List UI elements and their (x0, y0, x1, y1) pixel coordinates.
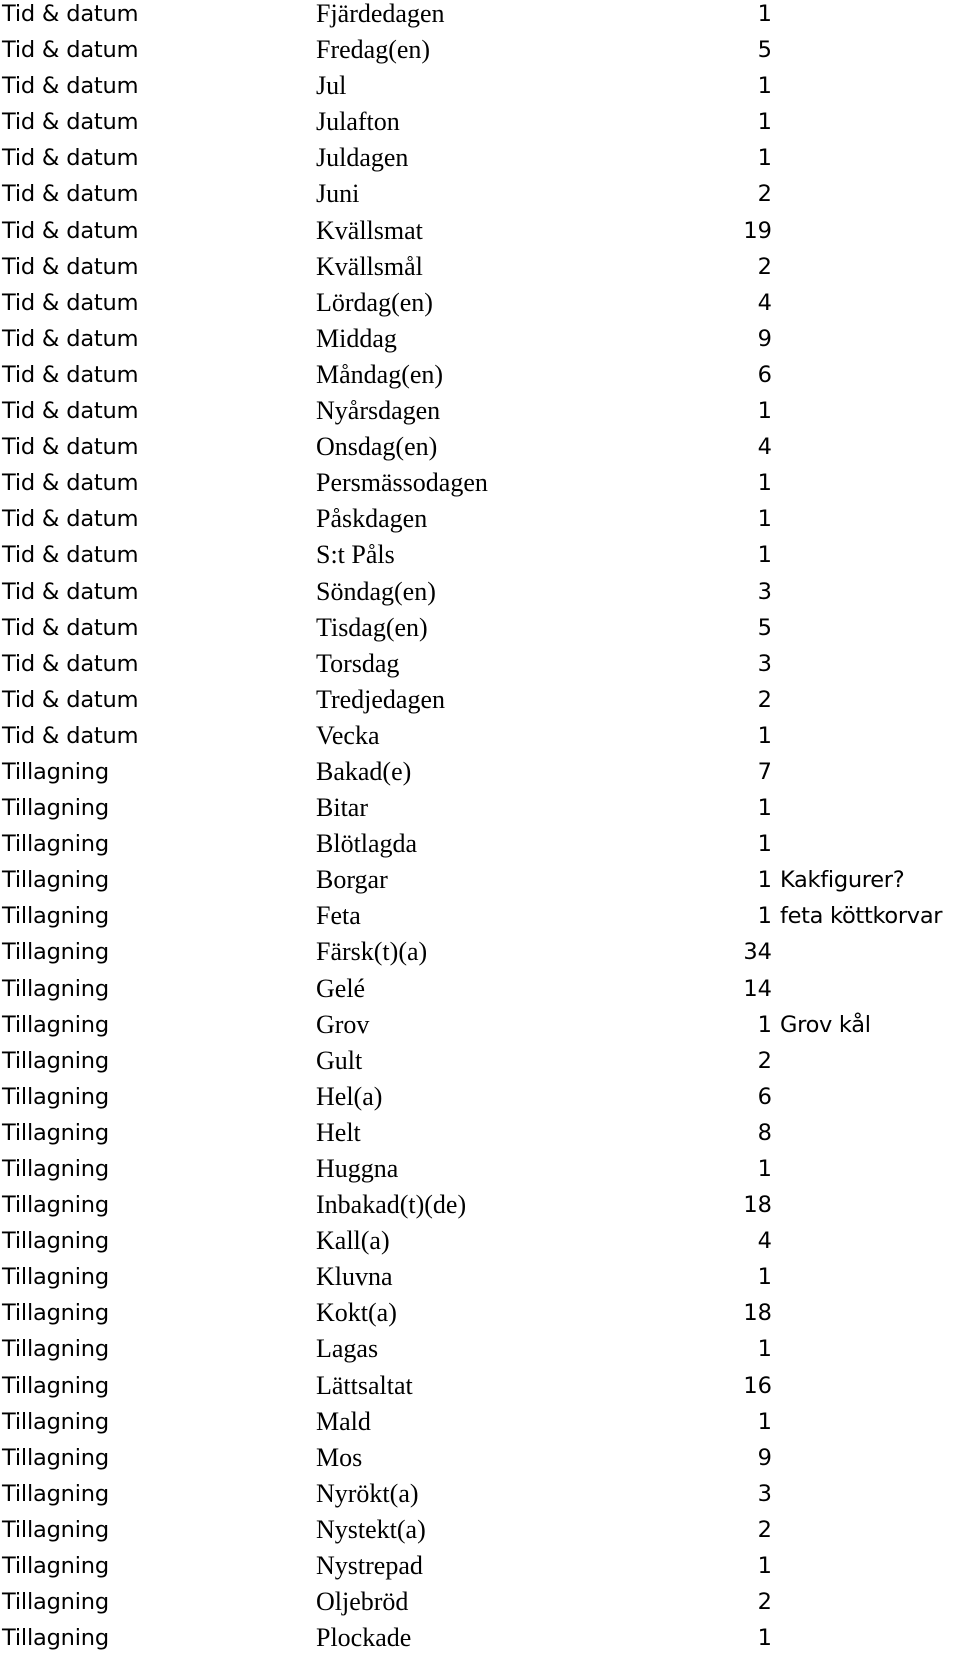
count-cell: 18 (743, 1192, 772, 1219)
count-cell: 2 (757, 1589, 772, 1616)
count-cell: 1 (757, 795, 772, 822)
word-cell: Nystekt(a) (316, 1514, 426, 1544)
table-row (0, 1079, 960, 1115)
table-row (0, 1187, 960, 1223)
table-row (0, 68, 960, 104)
count-cell: 1 (757, 1625, 772, 1652)
word-cell: Lättsaltat (316, 1370, 413, 1400)
table-row (0, 1476, 960, 1512)
category-cell: Tid & datum (2, 434, 139, 461)
word-cell: Nyrökt(a) (316, 1478, 419, 1508)
word-cell: Tredjedagen (316, 684, 446, 714)
category-cell: Tillagning (2, 867, 109, 894)
table-row (0, 754, 960, 790)
table-row (0, 140, 960, 176)
category-cell: Tillagning (2, 1047, 109, 1074)
word-cell: Borgar (316, 865, 388, 895)
table-row (0, 32, 960, 68)
word-cell: Kall(a) (316, 1226, 390, 1256)
word-cell: Lördag(en) (316, 287, 433, 317)
word-cell: Mald (316, 1406, 371, 1436)
category-cell: Tillagning (2, 1408, 109, 1435)
word-cell: Påskdagen (316, 504, 428, 534)
count-cell: 1 (757, 1264, 772, 1291)
count-cell: 2 (757, 253, 772, 280)
table-row (0, 104, 960, 140)
table-row (0, 1151, 960, 1187)
category-cell: Tid & datum (2, 506, 139, 533)
word-cell: Fredag(en) (316, 35, 431, 65)
count-cell: 1 (757, 1553, 772, 1580)
count-cell: 1 (757, 398, 772, 425)
table-row (0, 718, 960, 754)
category-cell: Tillagning (2, 1372, 109, 1399)
count-cell: 2 (757, 686, 772, 713)
count-cell: 4 (757, 434, 772, 461)
word-cell: Bitar (316, 793, 368, 823)
category-cell: Tillagning (2, 1444, 109, 1471)
table-row (0, 1584, 960, 1620)
note-cell: Grov kål (780, 1011, 871, 1038)
category-cell: Tid & datum (2, 578, 139, 605)
category-cell: Tillagning (2, 1480, 109, 1507)
table-row (0, 357, 960, 393)
category-cell: Tillagning (2, 1192, 109, 1219)
word-cell: Julafton (316, 107, 400, 137)
category-cell: Tid & datum (2, 686, 139, 713)
table-row (0, 429, 960, 465)
count-cell: 4 (757, 1228, 772, 1255)
category-cell: Tid & datum (2, 1, 139, 27)
count-cell: 1 (757, 145, 772, 172)
count-cell: 2 (757, 1516, 772, 1543)
table-row (0, 501, 960, 537)
category-cell: Tid & datum (2, 722, 139, 749)
count-cell: 9 (757, 325, 772, 352)
word-cell: Mos (316, 1442, 363, 1472)
category-cell: Tid & datum (2, 253, 139, 280)
category-cell: Tillagning (2, 939, 109, 966)
word-cell: Gult (316, 1045, 363, 1075)
category-cell: Tillagning (2, 903, 109, 930)
count-cell: 19 (743, 217, 772, 244)
table-row (0, 790, 960, 826)
word-cell: Blötlagda (316, 829, 418, 859)
count-cell: 1 (757, 109, 772, 136)
count-cell: 1 (757, 831, 772, 858)
category-cell: Tillagning (2, 795, 109, 822)
count-cell: 7 (757, 758, 772, 785)
count-cell: 1 (757, 73, 772, 100)
table-row (0, 1007, 960, 1043)
count-cell: 3 (757, 650, 772, 677)
count-cell: 6 (757, 1083, 772, 1110)
category-cell: Tid & datum (2, 217, 139, 244)
table-row (0, 646, 960, 682)
count-cell: 16 (743, 1372, 772, 1399)
category-cell: Tid & datum (2, 614, 139, 641)
table-row (0, 898, 960, 934)
word-cell: Kokt(a) (316, 1298, 397, 1328)
word-cell: Grov (316, 1009, 370, 1039)
category-cell: Tid & datum (2, 542, 139, 569)
table-row (0, 1404, 960, 1440)
count-cell: 1 (757, 1, 772, 27)
category-cell: Tillagning (2, 1553, 109, 1580)
count-cell: 5 (757, 614, 772, 641)
word-cell: Lagas (316, 1334, 379, 1364)
word-cell: Fjärdedagen (316, 0, 445, 28)
word-cell: Juldagen (316, 143, 409, 173)
table-row (0, 1620, 960, 1656)
word-cell: Feta (316, 901, 361, 931)
word-cell: Helt (316, 1117, 361, 1147)
table-row (0, 574, 960, 610)
count-cell: 18 (743, 1300, 772, 1327)
category-cell: Tillagning (2, 1119, 109, 1146)
word-cell: Bakad(e) (316, 756, 412, 786)
category-cell: Tillagning (2, 831, 109, 858)
count-cell: 2 (757, 181, 772, 208)
table-row (0, 1368, 960, 1404)
table-row (0, 1115, 960, 1151)
count-cell: 14 (743, 975, 772, 1002)
category-cell: Tillagning (2, 1589, 109, 1616)
word-cell: Nyårsdagen (316, 396, 441, 426)
table-row (0, 249, 960, 285)
word-cell: Jul (316, 71, 347, 101)
category-cell: Tillagning (2, 1083, 109, 1110)
table-row (0, 321, 960, 357)
table-row (0, 1259, 960, 1295)
word-cell: Plockade (316, 1623, 412, 1653)
count-cell: 1 (757, 1011, 772, 1038)
count-cell: 1 (757, 1408, 772, 1435)
table-row (0, 285, 960, 321)
word-cell: Tisdag(en) (316, 612, 428, 642)
table-row (0, 1512, 960, 1548)
word-cell: Inbakad(t)(de) (316, 1190, 467, 1220)
count-cell: 1 (757, 1156, 772, 1182)
word-cell: Söndag(en) (316, 576, 436, 606)
word-cell: Kvällsmål (316, 251, 423, 281)
category-cell: Tillagning (2, 1264, 109, 1291)
word-cell: Gelé (316, 973, 366, 1003)
table-row (0, 176, 960, 212)
category-cell: Tid & datum (2, 289, 139, 316)
category-cell: Tid & datum (2, 650, 139, 677)
word-cell: Juni (316, 179, 360, 209)
table-row (0, 537, 960, 573)
count-cell: 3 (757, 578, 772, 605)
table-row (0, 465, 960, 501)
count-cell: 1 (757, 867, 772, 894)
category-cell: Tid & datum (2, 181, 139, 208)
category-cell: Tillagning (2, 758, 109, 785)
category-cell: Tillagning (2, 1228, 109, 1255)
count-cell: 1 (757, 470, 772, 497)
count-cell: 5 (757, 37, 772, 64)
word-cell: Middag (316, 323, 397, 353)
category-cell: Tid & datum (2, 73, 139, 100)
word-cell: Kvällsmat (316, 215, 423, 245)
word-cell: Vecka (316, 720, 380, 750)
table-row (0, 1548, 960, 1584)
count-cell: 8 (757, 1119, 772, 1146)
table-row (0, 682, 960, 718)
table-row (0, 1043, 960, 1079)
word-cell: Torsdag (316, 648, 400, 678)
count-cell: 3 (757, 1480, 772, 1507)
category-cell: Tid & datum (2, 398, 139, 425)
table-row (0, 934, 960, 970)
table-row (0, 1295, 960, 1331)
table-row (0, 1440, 960, 1476)
count-cell: 1 (757, 722, 772, 749)
table-row (0, 826, 960, 862)
category-cell: Tillagning (2, 1156, 109, 1182)
count-cell: 1 (757, 1336, 772, 1363)
table-row (0, 610, 960, 646)
table-row (0, 971, 960, 1007)
word-cell: Måndag(en) (316, 359, 444, 389)
count-cell: 6 (757, 361, 772, 388)
word-cell: Huggna (316, 1154, 399, 1183)
word-cell: Onsdag(en) (316, 432, 438, 462)
word-cell: Persmässodagen (316, 468, 488, 498)
word-cell: Oljebröd (316, 1587, 409, 1617)
count-cell: 1 (757, 542, 772, 569)
category-cell: Tillagning (2, 1516, 109, 1543)
note-cell: Kakfigurer? (780, 867, 905, 894)
category-cell: Tillagning (2, 1011, 109, 1038)
note-cell: feta köttkorvar (780, 903, 943, 930)
word-cell: Färsk(t)(a) (316, 937, 428, 967)
table-row (0, 1331, 960, 1367)
category-cell: Tid & datum (2, 470, 139, 497)
word-cell: Kluvna (316, 1262, 393, 1292)
table-row (0, 1223, 960, 1259)
word-cell: S:t Påls (316, 540, 395, 570)
category-cell: Tillagning (2, 1300, 109, 1327)
table-row (0, 0, 960, 32)
table-row (0, 862, 960, 898)
category-cell: Tid & datum (2, 145, 139, 172)
category-cell: Tid & datum (2, 325, 139, 352)
word-cell: Nystrepad (316, 1551, 423, 1581)
category-cell: Tid & datum (2, 37, 139, 64)
count-cell: 34 (743, 939, 772, 966)
count-cell: 4 (757, 289, 772, 316)
table-row (0, 213, 960, 249)
category-cell: Tillagning (2, 1625, 109, 1652)
category-cell: Tillagning (2, 975, 109, 1002)
word-cell: Hel(a) (316, 1081, 383, 1111)
table-row (0, 393, 960, 429)
count-cell: 1 (757, 903, 772, 930)
count-cell: 9 (757, 1444, 772, 1471)
count-cell: 1 (757, 506, 772, 533)
category-cell: Tillagning (2, 1336, 109, 1363)
category-cell: Tid & datum (2, 109, 139, 136)
category-cell: Tid & datum (2, 361, 139, 388)
count-cell: 2 (757, 1047, 772, 1074)
